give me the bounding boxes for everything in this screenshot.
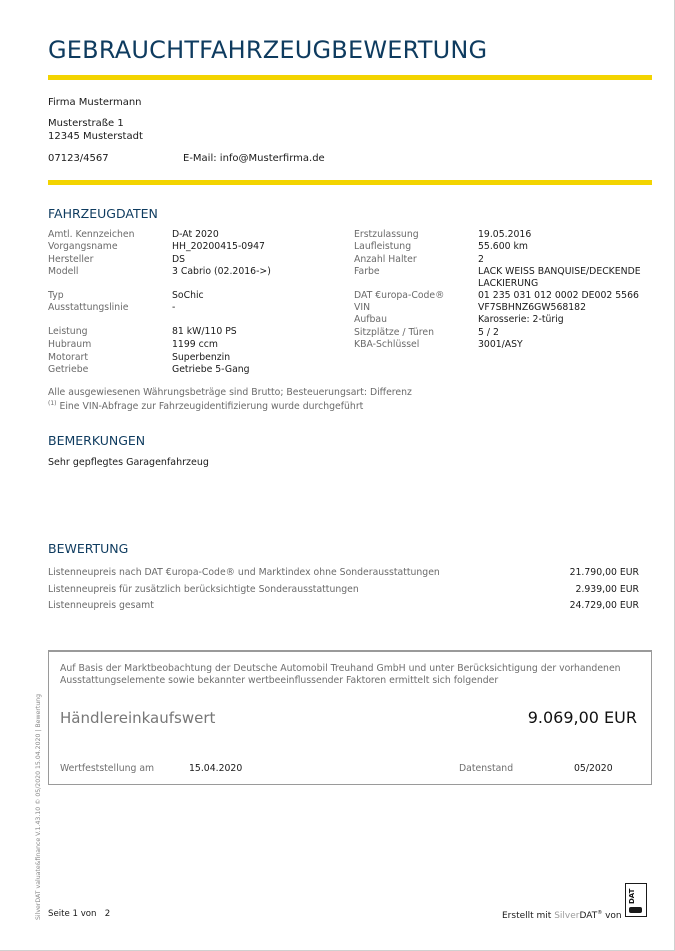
company-email-line xyxy=(183,152,325,165)
data-status: 05/2020 xyxy=(574,763,613,774)
vehicle-value: VF7SBHNZ6GW568182 xyxy=(478,302,587,313)
vehicle-label: DAT €uropa-Code® xyxy=(354,290,445,301)
vehicle-value: 81 kW/110 PS xyxy=(172,326,237,337)
currency-note: Alle ausgewiesenen Währungsbeträge sind Brutto; Besteuerungsart: Differenz xyxy=(48,387,412,398)
vehicle-label: Leistung xyxy=(48,326,88,337)
footnote-mark: (1) xyxy=(48,400,57,407)
vehicle-label: Sitzplätze / Türen xyxy=(354,327,435,338)
page-label: Seite 1 von xyxy=(48,909,97,919)
vehicle-value: HH_20200415-0947 xyxy=(172,241,265,252)
evaluation-row-value: 2.939,00 EUR xyxy=(575,584,639,595)
vehicle-value: 1199 ccm xyxy=(172,339,218,350)
vehicle-value: 55.600 km xyxy=(478,241,528,252)
vehicle-label: Amtl. Kennzeichen xyxy=(48,229,135,240)
vehicle-value: 3001/ASY xyxy=(478,339,523,350)
side-version-text: SilverDAT valuate&finance V.1.43.10 © 05/2020 15.04.2020 | Bewertung xyxy=(35,693,42,920)
email-address: info@Musterfirma.de xyxy=(219,153,325,164)
vehicle-label: Ausstattungslinie xyxy=(48,302,129,313)
company-street: Musterstraße 1 xyxy=(48,118,124,129)
brand-silver: Silver xyxy=(554,911,580,921)
created-with xyxy=(502,907,622,923)
section-heading-evaluation: BEWERTUNG xyxy=(48,541,129,556)
evaluation-row-label: Listenneupreis gesamt xyxy=(48,600,154,611)
vehicle-value: 5 / 2 xyxy=(478,327,499,338)
created-suffix: von xyxy=(602,911,622,921)
page-title: GEBRAUCHTFAHRZEUGBEWERTUNG xyxy=(48,36,488,64)
vehicle-label: Farbe xyxy=(354,266,380,277)
vehicle-value: 19.05.2016 xyxy=(478,229,532,240)
page-indicator xyxy=(48,908,110,921)
created-prefix: Erstellt mit xyxy=(502,911,555,921)
vin-note xyxy=(48,398,363,413)
vehicle-value: SoChic xyxy=(172,290,204,301)
email-label: E-Mail: xyxy=(183,153,217,164)
valuation-result-box xyxy=(48,650,652,785)
dealer-purchase-value-label: Händlereinkaufswert xyxy=(60,709,216,727)
vehicle-label: Vorgangsname xyxy=(48,241,118,252)
vehicle-label: Hersteller xyxy=(48,254,94,265)
remarks-text: Sehr gepflegtes Garagenfahrzeug xyxy=(48,457,209,468)
evaluation-row-value: 24.729,00 EUR xyxy=(569,600,639,611)
dat-logo-text: DAT xyxy=(628,888,636,904)
result-intro-line2: Ausstattungselemente sowie bekannter wertbeeinflussender Faktoren ermittelt sich folgender xyxy=(60,675,499,686)
vehicle-label: Modell xyxy=(48,266,79,277)
company-phone: 07123/4567 xyxy=(48,153,109,164)
vehicle-label: Laufleistung xyxy=(354,241,412,252)
brand-registered: ® xyxy=(597,910,603,916)
vehicle-value: 01 235 031 012 0002 DE002 5566 xyxy=(478,290,639,301)
valuation-date: 15.04.2020 xyxy=(189,763,243,774)
header-divider xyxy=(48,75,652,80)
vin-note-text: Eine VIN-Abfrage zur Fahrzeugidentifizierung wurde durchgeführt xyxy=(56,401,364,413)
evaluation-row-label: Listenneupreis nach DAT €uropa-Code® und Marktindex ohne Sonderausstattungen xyxy=(48,567,440,578)
company-divider xyxy=(48,180,652,185)
dat-logo-icon xyxy=(625,883,647,917)
vehicle-value: DS xyxy=(172,254,186,265)
vehicle-label: Hubraum xyxy=(48,339,92,350)
vehicle-label: KBA-Schlüssel xyxy=(354,339,420,350)
vehicle-value: - xyxy=(172,302,176,313)
data-status-label: Datenstand xyxy=(459,763,514,774)
vehicle-label: Motorart xyxy=(48,352,89,363)
vehicle-label: VIN xyxy=(354,302,371,313)
company-name: Firma Mustermann xyxy=(48,97,142,108)
vehicle-label: Anzahl Halter xyxy=(354,254,417,265)
vehicle-value: 2 xyxy=(478,254,484,265)
vehicle-label: Aufbau xyxy=(354,314,388,325)
vehicle-label: Erstzulassung xyxy=(354,229,419,240)
vehicle-value: Karosserie: 2-türig xyxy=(478,314,564,325)
evaluation-row-label: Listenneupreis für zusätzlich berücksichtigte Sonderausstattungen xyxy=(48,584,359,595)
page-total: 2 xyxy=(104,909,111,919)
vehicle-value-continued: LACKIERUNG xyxy=(478,278,539,289)
vehicle-value: Getriebe 5-Gang xyxy=(172,364,250,375)
valuation-date-label: Wertfeststellung am xyxy=(60,763,155,774)
brand-dat: DAT xyxy=(579,911,598,921)
vehicle-value: LACK WEISS BANQUISE/DECKENDE xyxy=(478,266,641,277)
vehicle-label: Typ xyxy=(48,290,64,301)
vehicle-value: D-At 2020 xyxy=(172,229,219,240)
result-intro-line1: Auf Basis der Marktbeobachtung der Deutsche Automobil Treuhand GmbH und unter Berücksichtigung der vorhandenen xyxy=(60,663,621,674)
evaluation-row-value: 21.790,00 EUR xyxy=(569,567,639,578)
vehicle-value: Superbenzin xyxy=(172,352,231,363)
section-heading-remarks: BEMERKUNGEN xyxy=(48,433,146,448)
dealer-purchase-value: 9.069,00 EUR xyxy=(527,708,637,727)
company-city: 12345 Musterstadt xyxy=(48,131,143,142)
dat-logo-car-shape xyxy=(629,907,642,913)
vehicle-value: 3 Cabrio (02.2016->) xyxy=(172,266,271,277)
section-heading-vehicle: FAHRZEUGDATEN xyxy=(48,206,158,221)
vehicle-label: Getriebe xyxy=(48,364,89,375)
